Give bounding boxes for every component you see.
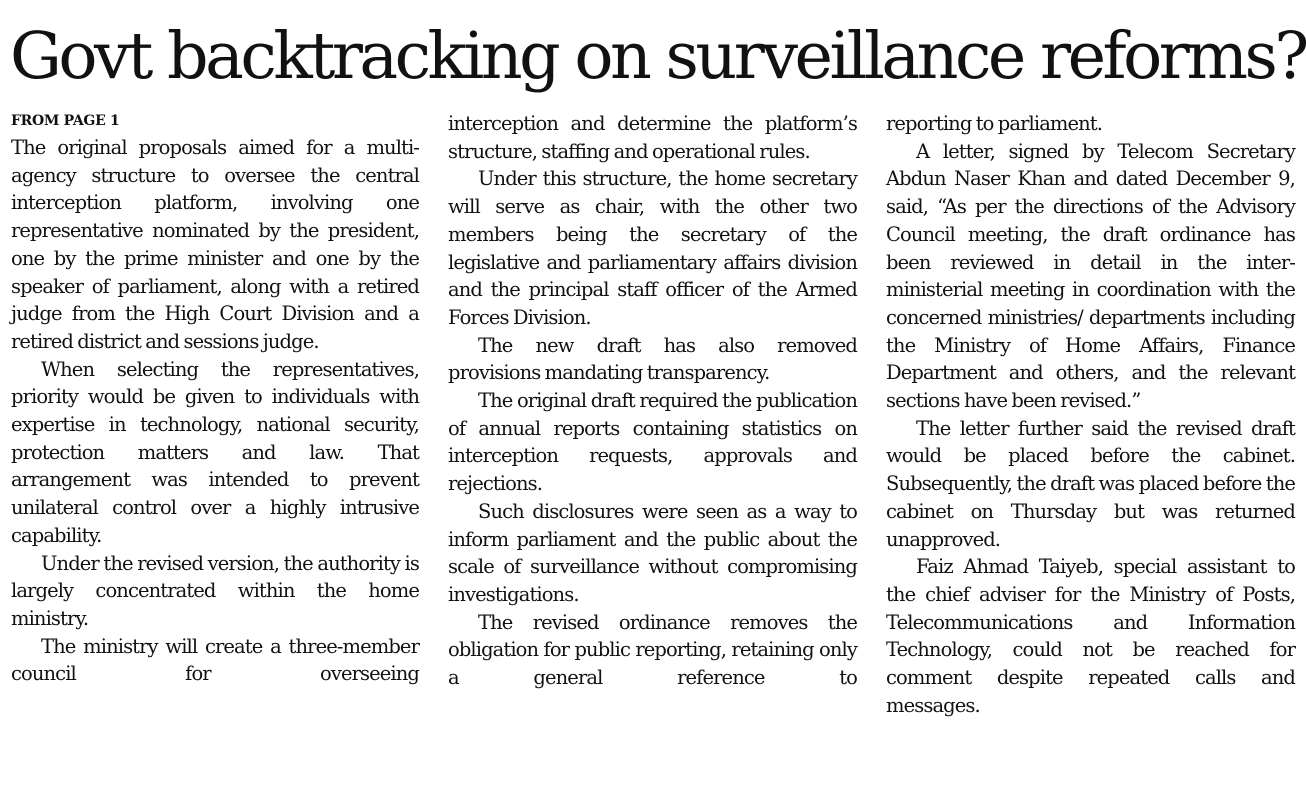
paragraph-continuation: reporting to parliament. [886, 112, 1103, 135]
paragraph-continuation: interception and determine the platform’s structure, staffing and operational rules. [448, 112, 857, 163]
article-column-2 [448, 110, 857, 692]
paragraph: The new draft has also removed provisions mandating transparency. [448, 333, 857, 385]
article-column-3 [886, 110, 1295, 719]
paragraph: Under the revised version, the authority is largely concentrated within the home ministry. [11, 551, 419, 630]
paragraph: The original proposals aimed for a multi-agency structure to oversee the central interception platform, involving one representative nominated by the president, one by the prime minister and one by the speaker of parliament, along with a retired judge from the High Court Division and a retired district and sessions judge. [11, 136, 419, 353]
article-column-1 [11, 110, 419, 688]
paragraph: Under this structure, the home secretary will serve as chair, with the other two members being the secretary of the legislative and parliamentary affairs division and the principal staff officer of the Armed Forces Division. [448, 167, 857, 329]
paragraph: The original draft required the publication of annual reports containing statistics on interception requests, approvals and rejections. [448, 389, 857, 496]
headline: Govt backtracking on surveillance reforms? [10, 19, 1306, 94]
paragraph: When selecting the representatives, priority would be given to individuals with expertise in technology, national security, protection matters and law. That arrangement was intended to prevent unilateral control over a highly intrusive capability. [11, 357, 419, 547]
kicker-from-page: FROM PAGE 1 [11, 113, 120, 129]
paragraph-continued: The ministry will create a three-member council for overseeing [11, 634, 419, 686]
paragraph: Faiz Ahmad Taiyeb, special assistant to the chief adviser for the Ministry of Posts, Telecommunications and Information Technology, could not be reached for comment despite repeated calls and messages. [886, 555, 1295, 717]
paragraph: Such disclosures were seen as a way to inform parliament and the public about the scale of surveillance without compromising investigations. [448, 499, 857, 606]
paragraph-continued: The revised ordinance removes the obligation for public reporting, retaining only a general reference to [448, 610, 857, 690]
paragraph: The letter further said the revised draft would be placed before the cabinet. Subsequently, the draft was placed before the cabinet on Thursday but was returned unapproved. [886, 416, 1295, 551]
paragraph: A letter, signed by Telecom Secretary Abdun Naser Khan and dated December 9, said, “As per the directions of the Advisory Council meeting, the draft ordinance has been reviewed in detail in the inter-ministerial meeting in coordination with the concerned ministries/ departments including the Ministry of Home Affairs, Finance Department and others, and the relevant sections have been revised.” [886, 139, 1295, 413]
